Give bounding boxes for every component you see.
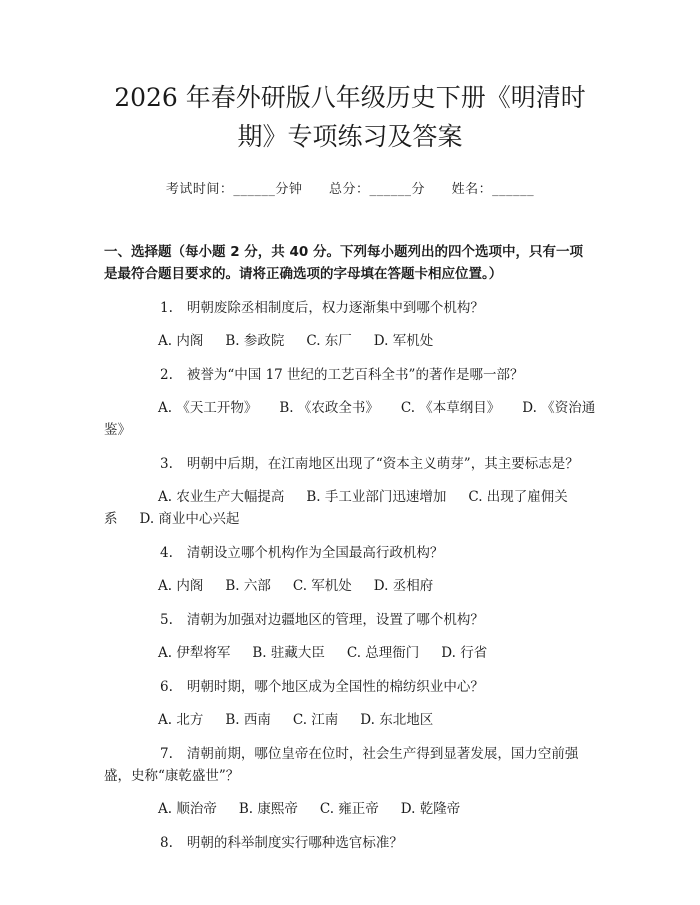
answer-option[interactable]: A. 北方 [158, 712, 204, 728]
answer-option[interactable]: D. 《资治通鉴》 [104, 400, 596, 438]
question-item [104, 542, 596, 597]
answer-option[interactable]: D. 行省 [441, 645, 488, 661]
answer-options [104, 330, 596, 352]
section-heading-choice: 一、选择题（每小题 2 分，共 40 分。下列每小题列出的四个选项中，只有一项是最符合题目要求的。请将正确选项的字母填在答题卡相应位置。） [104, 244, 583, 282]
question-stem [104, 364, 596, 386]
question-item [104, 364, 596, 441]
question-text: 清朝前期，哪位皇帝在位时，社会生产得到显著发展，国力空前强盛，史称“康乾盛世”？ [104, 746, 579, 784]
question-stem [104, 832, 596, 854]
answer-options [104, 709, 596, 731]
question-text: 明朝时期，哪个地区成为全国性的棉纺织业中心？ [186, 679, 484, 695]
answer-option[interactable]: B. 《农政全书》 [279, 400, 379, 416]
title-line-2: 期》专项练习及答案 [237, 122, 463, 151]
answer-option[interactable]: A. 农业生产大幅提高 [158, 489, 285, 505]
student-name: 姓名：______ [451, 182, 535, 197]
question-number: 6. [160, 679, 173, 695]
question-number: 1. [160, 300, 173, 316]
answer-option[interactable]: D. 商业中心兴起 [139, 511, 240, 527]
exam-time: 考试时间：______分钟 [165, 182, 303, 197]
answer-option[interactable]: D. 丞相府 [373, 578, 434, 594]
answer-option[interactable]: A. 内阁 [158, 578, 204, 594]
total-score: 总分：______分 [328, 182, 425, 197]
document-title [104, 78, 596, 156]
question-item [104, 453, 596, 530]
question-item [104, 609, 596, 664]
answer-option[interactable]: C. 军机处 [292, 578, 352, 594]
question-number: 5. [160, 612, 173, 628]
answer-option[interactable]: B. 西南 [225, 712, 271, 728]
question-text: 清朝设立哪个机构作为全国最高行政机构？ [186, 545, 444, 561]
question-item [104, 297, 596, 352]
question-number: 3. [160, 456, 173, 472]
question-item [104, 676, 596, 731]
answer-option[interactable]: A. 内阁 [158, 333, 204, 349]
answer-option[interactable]: C. 雍正帝 [319, 801, 379, 817]
question-stem [104, 297, 596, 319]
question-item [104, 832, 596, 854]
answer-option[interactable]: A. 顺治帝 [158, 801, 217, 817]
answer-option[interactable]: D. 东北地区 [360, 712, 434, 728]
question-number: 2. [160, 367, 173, 383]
question-item [104, 743, 596, 820]
answer-option[interactable]: D. 军机处 [373, 333, 434, 349]
question-stem [104, 609, 596, 631]
answer-options [104, 397, 596, 441]
answer-option[interactable]: A. 伊犁将军 [158, 645, 231, 661]
answer-option[interactable]: C. 江南 [292, 712, 339, 728]
answer-option[interactable]: C. 《本草纲目》 [400, 400, 501, 416]
title-line-1: 2026 年春外研版八年级历史下册《明清时 [114, 83, 586, 112]
answer-options [104, 486, 596, 530]
question-text: 明朝废除丞相制度后，权力逐渐集中到哪个机构？ [186, 300, 484, 316]
answer-options [104, 642, 596, 664]
answer-option[interactable]: C. 总理衙门 [346, 645, 420, 661]
question-stem [104, 743, 596, 787]
question-stem [104, 542, 596, 564]
question-number: 4. [160, 545, 173, 561]
answer-option[interactable]: B. 驻藏大臣 [252, 645, 325, 661]
question-stem [104, 453, 596, 475]
exam-meta [104, 178, 596, 197]
answer-option[interactable]: B. 参政院 [225, 333, 285, 349]
answer-option[interactable]: C. 东厂 [306, 333, 352, 349]
answer-option[interactable]: A. 《天工开物》 [158, 400, 258, 416]
answer-option[interactable]: D. 乾隆帝 [400, 801, 461, 817]
question-text: 明朝中后期，在江南地区出现了“资本主义萌芽”，其主要标志是？ [186, 456, 579, 472]
question-text: 清朝为加强对边疆地区的管理，设置了哪个机构？ [186, 612, 484, 628]
answer-options [104, 575, 596, 597]
answer-options [104, 798, 596, 820]
answer-option[interactable]: B. 手工业部门迅速增加 [306, 489, 447, 505]
question-number: 7. [160, 746, 173, 762]
question-text: 被誉为“中国 17 世纪的工艺百科全书”的著作是哪一部？ [186, 367, 524, 383]
question-stem [104, 676, 596, 698]
answer-option[interactable]: B. 康熙帝 [238, 801, 298, 817]
question-list [104, 297, 596, 854]
question-number: 8. [160, 835, 173, 851]
answer-option[interactable]: C. 出现了雇佣关系 [104, 489, 568, 527]
answer-option[interactable]: B. 六部 [225, 578, 271, 594]
question-text: 明朝的科举制度实行哪种选官标准？ [186, 835, 403, 851]
